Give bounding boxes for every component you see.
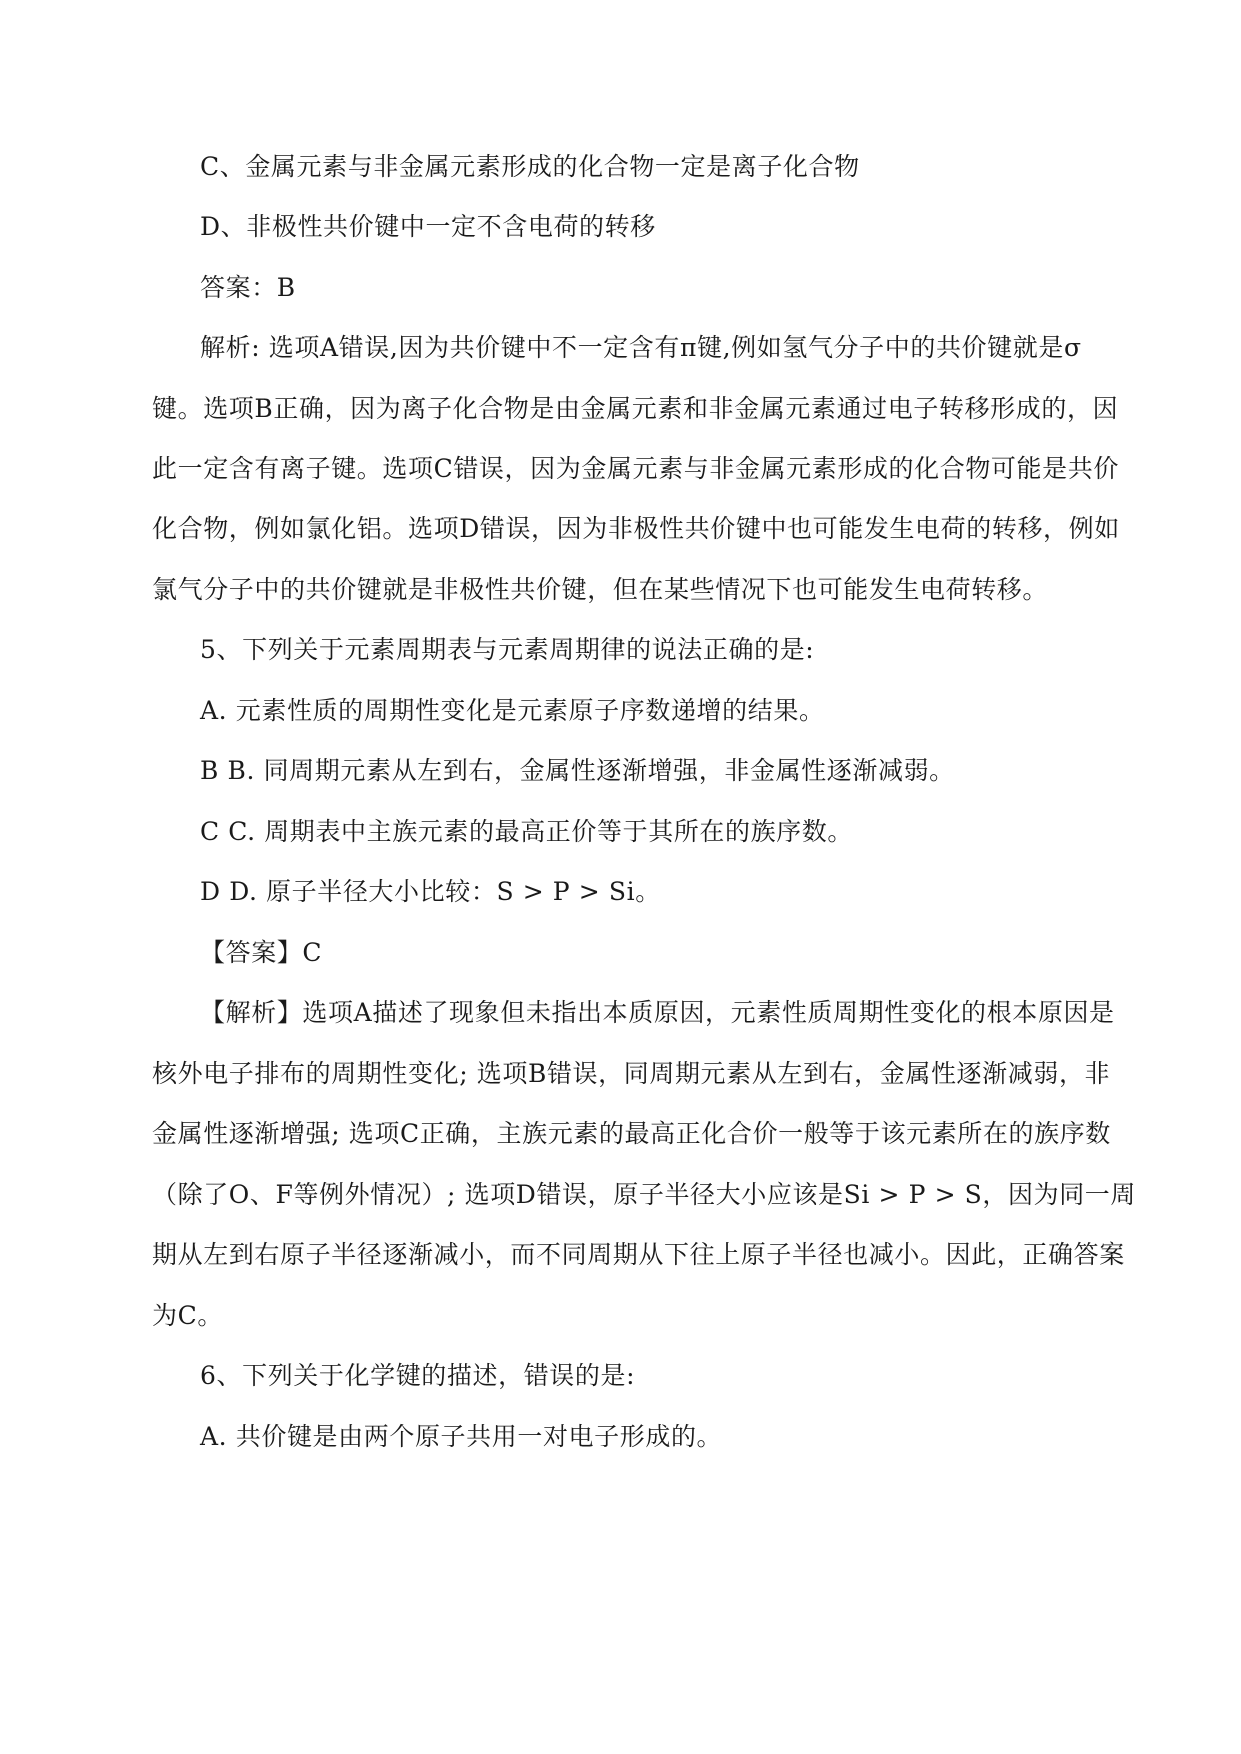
question-5-option-d: D D. 原子半径大小比较：S > P > Si。 (200, 877, 661, 906)
option-c-text: C、金属元素与非金属元素形成的化合物一定是离子化合物 (200, 152, 860, 181)
question-5-explanation-line-6: 为C。 (152, 1301, 223, 1330)
question-5-option-a: A. 元素性质的周期性变化是元素原子序数递增的结果。 (200, 696, 825, 725)
question-5-explanation-line-5: 期从左到右原子半径逐渐减小，而不同周期从下往上原子半径也减小。因此，正确答案 (152, 1240, 1125, 1269)
question-5-explanation-line-2: 核外电子排布的周期性变化; 选项B错误，同周期元素从左到右，金属性逐渐减弱，非 (152, 1059, 1111, 1088)
question-5-explanation-line-3: 金属性逐渐增强; 选项C正确，主族元素的最高正化合价一般等于该元素所在的族序数 (152, 1119, 1111, 1148)
question-5-explanation-line-1: 【解析】选项A描述了现象但未指出本质原因，元素性质周期性变化的根本原因是 (200, 998, 1115, 1027)
question-6-option-a: A. 共价键是由两个原子共用一对电子形成的。 (200, 1422, 723, 1451)
question-5-explanation-line-4: （除了O、F等例外情况）; 选项D错误，原子半径大小应该是Si > P > S，因为同一周 (152, 1180, 1137, 1209)
explanation-line-5: 氯气分子中的共价键就是非极性共价键，但在某些情况下也可能发生电荷转移。 (152, 575, 1049, 604)
explanation-line-2: 键。选项B正确，因为离子化合物是由金属元素和非金属元素通过电子转移形成的，因 (152, 394, 1119, 423)
answer-text: 答案：B (200, 273, 296, 302)
option-d-text: D、非极性共价键中一定不含电荷的转移 (200, 212, 656, 241)
question-5-option-b: B B. 同周期元素从左到右，金属性逐渐增强，非金属性逐渐减弱。 (200, 756, 955, 785)
question-5-answer: 【答案】C (200, 938, 323, 967)
question-5-option-c: C C. 周期表中主族元素的最高正价等于其所在的族序数。 (200, 817, 854, 846)
explanation-line-4: 化合物，例如氯化铝。选项D错误，因为非极性共价键中也可能发生电荷的转移，例如 (152, 514, 1120, 543)
question-6-stem: 6、下列关于化学键的描述，错误的是: (200, 1361, 636, 1390)
question-5-stem: 5、下列关于元素周期表与元素周期律的说法正确的是: (200, 635, 815, 664)
explanation-line-1: 解析: 选项A错误,因为共价键中不一定含有π键,例如氢气分子中的共价键就是σ (200, 333, 1082, 362)
explanation-line-3: 此一定含有离子键。选项C错误，因为金属元素与非金属元素形成的化合物可能是共价 (152, 454, 1119, 483)
